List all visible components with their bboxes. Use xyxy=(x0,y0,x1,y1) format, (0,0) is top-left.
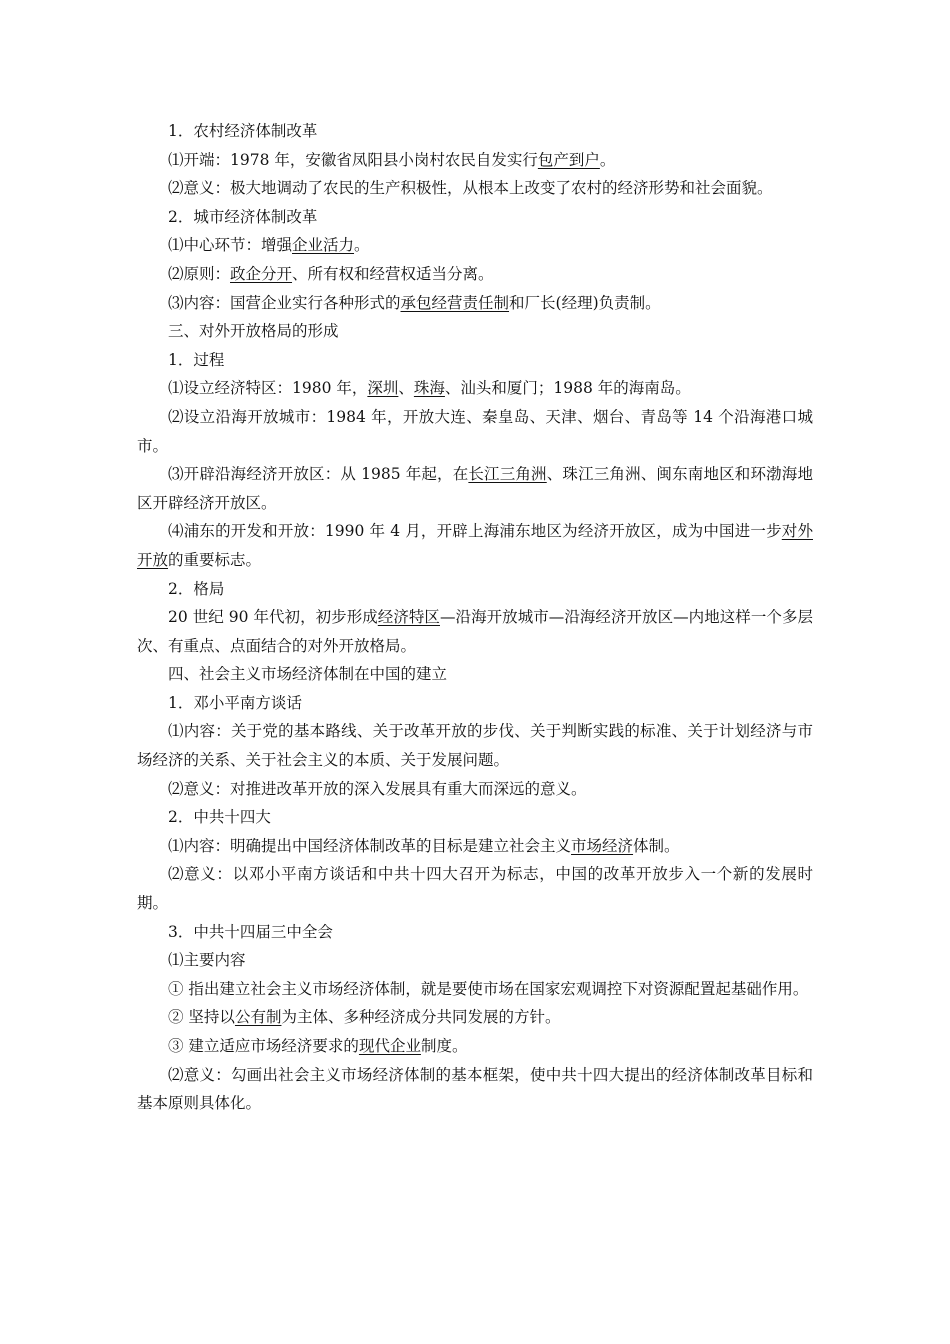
text-run: 20 世纪 90 年代初，初步形成 xyxy=(168,608,378,627)
paragraph xyxy=(137,918,813,947)
text-run: ② 坚持以 xyxy=(168,1008,235,1027)
text-run: 制度。 xyxy=(420,1037,468,1055)
paragraph xyxy=(137,374,813,403)
text-run: ⑴内容：关于党的基本路线、关于改革开放的步伐、关于判断实践的标准、关于计划经济与市场经济的关系、关于社会主义的本质、关于发展问题。 xyxy=(137,722,813,770)
text-run: ⑴设立经济特区：1980 年， xyxy=(168,379,368,398)
text-run: ⑴主要内容 xyxy=(168,951,246,970)
text-run: 和厂长(经理)负责制。 xyxy=(509,293,661,312)
underlined-answer: 对外开放 xyxy=(137,522,813,569)
underlined-answer: 市场经济 xyxy=(571,836,634,855)
text-run: 。 xyxy=(599,150,616,169)
paragraph xyxy=(137,517,813,574)
text-run: ⑶开辟沿海经济开放区：从 1985 年起，在 xyxy=(168,465,469,484)
paragraph xyxy=(137,775,813,804)
underlined-answer: 政企分开 xyxy=(230,264,293,283)
text-run: ⑵原则： xyxy=(168,264,231,283)
paragraph xyxy=(137,260,813,289)
text-run: 体制。 xyxy=(633,836,680,855)
text-run: —沿海开放城市—沿海经济开放区—内地这样一个多层次、有重点、点面结合的对外开放格局。 xyxy=(137,608,813,655)
underlined-answer: 现代企业 xyxy=(358,1037,421,1055)
text-run: 。 xyxy=(354,236,370,255)
text-run: 1．邓小平南方谈话 xyxy=(168,693,302,712)
paragraph xyxy=(137,660,813,689)
text-run: 三、对外开放格局的形成 xyxy=(168,322,339,341)
paragraph xyxy=(137,231,813,260)
underlined-answer: 公有制 xyxy=(234,1008,282,1027)
text-run: ① 指出建立社会主义市场经济体制，就是要使市场在国家宏观调控下对资源配置起基础作用。 xyxy=(168,979,809,998)
underlined-answer: 长江三角洲 xyxy=(468,465,547,484)
paragraph xyxy=(137,603,813,660)
text-run: 2．格局 xyxy=(168,579,225,598)
text-run: ⑵意义：以邓小平南方谈话和中共十四大召开为标志，中国的改革开放步入一个新的发展时期。 xyxy=(137,865,813,913)
paragraph xyxy=(137,346,813,375)
text-run: 、珠江三角洲、闽东南地区和环渤海地区开辟经济开放区。 xyxy=(137,465,813,512)
paragraph xyxy=(137,975,813,1004)
text-run: ⑷浦东的开发和开放：1990 年 4 月，开辟上海浦东地区为经济开放区，成为中国进一步 xyxy=(168,522,782,541)
underlined-answer: 企业活力 xyxy=(292,236,355,255)
paragraph xyxy=(137,717,813,774)
paragraph xyxy=(137,117,813,146)
text-run: ⑴内容：明确提出中国经济体制改革的目标是建立社会主义 xyxy=(168,836,572,855)
paragraph xyxy=(137,860,813,917)
paragraph xyxy=(137,575,813,604)
paragraph xyxy=(137,946,813,975)
text-run: 3．中共十四届三中全会 xyxy=(168,922,333,941)
underlined-answer: 承包经营责任制 xyxy=(400,293,510,312)
paragraph xyxy=(137,317,813,346)
text-run: 1．过程 xyxy=(168,350,225,369)
text-run: 、汕头和厦门；1988 年的海南岛。 xyxy=(444,379,691,398)
document-body xyxy=(137,117,813,1118)
paragraph xyxy=(137,460,813,517)
text-run: ⑴开端：1978 年，安徽省凤阳县小岗村农民自发实行 xyxy=(168,150,538,169)
text-run: ⑶内容：国营企业实行各种形式的 xyxy=(168,293,401,312)
text-run: 为主体、多种经济成分共同发展的方针。 xyxy=(281,1008,561,1027)
text-run: 、 xyxy=(398,379,414,398)
paragraph xyxy=(137,174,813,203)
underlined-answer: 珠海 xyxy=(413,379,445,398)
text-run: ⑴中心环节：增强 xyxy=(168,236,293,255)
underlined-answer: 深圳 xyxy=(367,379,399,398)
underlined-answer: 经济特区 xyxy=(377,608,440,627)
text-run: ③ 建立适应市场经济要求的 xyxy=(168,1037,359,1055)
paragraph xyxy=(137,203,813,232)
text-run: ⑵意义：对推进改革开放的深入发展具有重大而深远的意义。 xyxy=(168,779,587,798)
paragraph xyxy=(137,403,813,460)
paragraph xyxy=(137,832,813,861)
text-run: ⑵意义：勾画出社会主义市场经济体制的基本框架，使中共十四大提出的经济体制改革目标和基本原则具体化。 xyxy=(137,1065,813,1113)
paragraph xyxy=(137,803,813,832)
text-run: ⑵意义：极大地调动了农民的生产积极性，从根本上改变了农村的经济形势和社会面貌。 xyxy=(168,179,773,198)
text-run: 1．农村经济体制改革 xyxy=(168,122,318,140)
text-run: 2．城市经济体制改革 xyxy=(168,207,318,226)
paragraph xyxy=(137,1003,813,1032)
text-run: 2．中共十四大 xyxy=(168,808,271,827)
paragraph xyxy=(137,289,813,318)
text-run: ⑵设立沿海开放城市：1984 年，开放大连、秦皇岛、天津、烟台、青岛等 14 个沿海港口城市。 xyxy=(137,407,813,455)
paragraph xyxy=(137,689,813,718)
paragraph xyxy=(137,1032,813,1061)
underlined-answer: 包产到户 xyxy=(537,150,600,169)
text-run: 的重要标志。 xyxy=(168,550,262,569)
paragraph xyxy=(137,1061,813,1118)
text-run: 、所有权和经营权适当分离。 xyxy=(292,264,494,283)
paragraph xyxy=(137,146,813,175)
text-run: 四、社会主义市场经济体制在中国的建立 xyxy=(168,665,448,684)
